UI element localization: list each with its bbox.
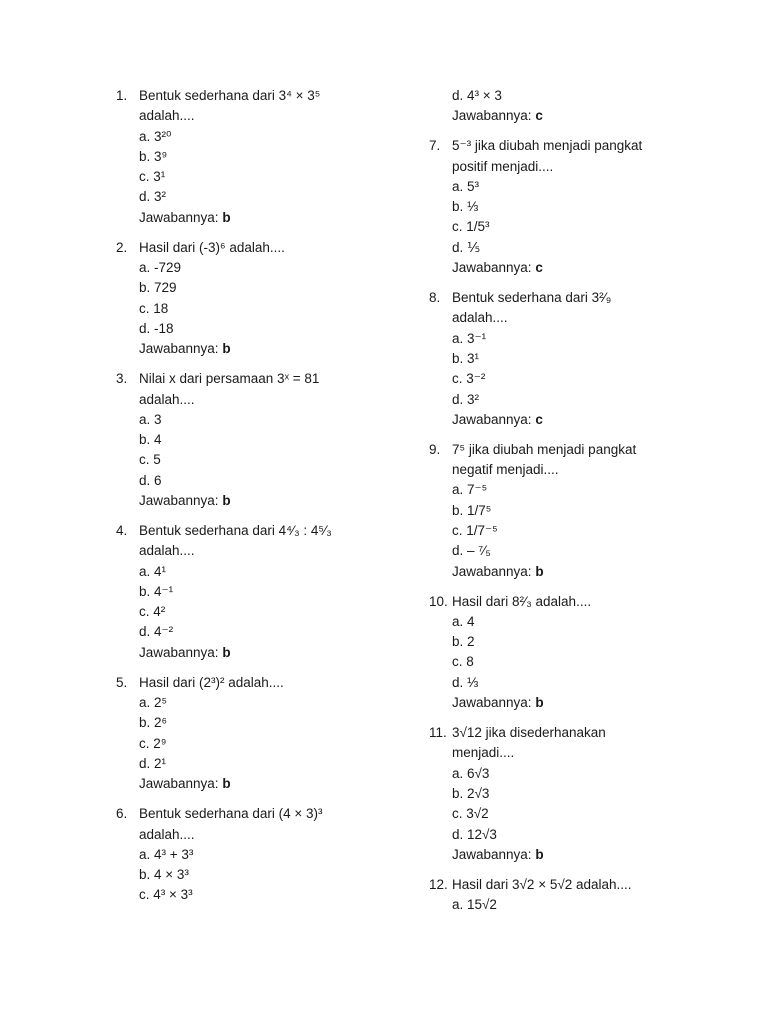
answer-option: a. 4³ + 3³ bbox=[139, 846, 194, 862]
answer-value: b bbox=[535, 563, 544, 579]
question-number: 8. bbox=[429, 290, 441, 306]
answer-option: d. ⅓ bbox=[452, 674, 479, 690]
answer-option: a. 7⁻⁵ bbox=[452, 482, 488, 498]
answer-label: Jawabannya: bbox=[139, 493, 219, 509]
answer-option: d. 4³ × 3 bbox=[452, 88, 502, 103]
answer-option: a. 4 bbox=[452, 613, 475, 629]
answer-option: c. 1/5³ bbox=[452, 219, 490, 235]
answer-value: b bbox=[535, 695, 544, 711]
answer-value: c bbox=[535, 260, 543, 276]
question-text: adalah.... bbox=[452, 310, 508, 326]
answer-option: d. -18 bbox=[139, 320, 174, 336]
answer-label: Jawabannya: bbox=[452, 695, 532, 711]
answer-option: b. 4⁻¹ bbox=[139, 583, 174, 599]
question-text: positif menjadi.... bbox=[452, 158, 554, 174]
answer-label: Jawabannya: bbox=[139, 341, 219, 357]
answer-option: a. 3 bbox=[139, 411, 162, 427]
answer-option: c. 3⁻² bbox=[452, 371, 486, 387]
question-body bbox=[452, 875, 729, 916]
question-body bbox=[452, 723, 729, 865]
question-text: adalah.... bbox=[139, 108, 195, 124]
question-number: 5. bbox=[116, 674, 128, 690]
answer-option: c. 2⁹ bbox=[139, 735, 167, 751]
answer-option: b. 3⁹ bbox=[139, 148, 168, 164]
answer-label: Jawabannya: bbox=[139, 776, 219, 792]
answer-option: a. 15√2 bbox=[452, 897, 497, 913]
answer-key bbox=[139, 339, 416, 359]
question-body bbox=[139, 673, 416, 795]
answer-option: a. 4¹ bbox=[139, 563, 167, 579]
question-text: adalah.... bbox=[139, 391, 195, 407]
question-text: Hasil dari 3√2 × 5√2 adalah.... bbox=[452, 876, 632, 892]
question-block bbox=[429, 592, 729, 714]
question-row bbox=[116, 673, 416, 795]
question-row bbox=[429, 440, 729, 582]
question-number: 2. bbox=[116, 239, 128, 255]
answer-option: a. 6√3 bbox=[452, 765, 490, 781]
answer-value: b bbox=[222, 493, 231, 509]
question-block bbox=[116, 673, 416, 795]
question-row bbox=[116, 238, 416, 360]
answer-option: b. 2 bbox=[452, 634, 475, 650]
question-row bbox=[116, 86, 416, 228]
answer-key bbox=[452, 106, 729, 126]
question-row bbox=[116, 369, 416, 511]
question-body bbox=[452, 288, 729, 430]
answer-label: Jawabannya: bbox=[452, 411, 532, 427]
question-text: Bentuk sederhana dari 3⁴ × 3⁵ bbox=[139, 88, 321, 103]
question-body bbox=[139, 238, 416, 360]
question-block bbox=[116, 86, 416, 228]
question-number: 6. bbox=[116, 806, 128, 822]
question-block bbox=[429, 288, 729, 430]
question-number: 7. bbox=[429, 138, 441, 154]
question-row bbox=[429, 136, 729, 278]
answer-value: b bbox=[535, 846, 544, 862]
answer-key bbox=[139, 643, 416, 663]
question-row bbox=[429, 288, 729, 430]
question-body bbox=[452, 136, 729, 278]
question-text: Hasil dari (-3)⁶ adalah.... bbox=[139, 239, 285, 255]
answer-key bbox=[452, 562, 729, 582]
question-row bbox=[429, 875, 729, 916]
answer-option: a. 3⁻¹ bbox=[452, 330, 487, 346]
question-text: Nilai x dari persamaan 3ˣ = 81 bbox=[139, 371, 320, 387]
answer-key bbox=[452, 845, 729, 865]
answer-option: c. 5 bbox=[139, 452, 161, 468]
question-block bbox=[429, 440, 729, 582]
answer-option: a. 5³ bbox=[452, 178, 480, 194]
question-text: 3√12 jika disederhanakan bbox=[452, 725, 606, 741]
answer-option: d. – ⁷⁄₅ bbox=[452, 543, 491, 559]
answer-key bbox=[452, 693, 729, 713]
answer-key bbox=[139, 774, 416, 794]
answer-option: b. 4 × 3³ bbox=[139, 867, 189, 883]
answer-key bbox=[452, 410, 729, 430]
question-block bbox=[116, 804, 416, 905]
question-row bbox=[429, 723, 729, 865]
question-block bbox=[429, 875, 729, 916]
answer-label: Jawabannya: bbox=[452, 846, 532, 862]
left-column bbox=[116, 86, 416, 915]
question-body bbox=[139, 521, 416, 663]
answer-label: Jawabannya: bbox=[139, 209, 219, 225]
question-number: 4. bbox=[116, 523, 128, 538]
question-row bbox=[116, 521, 416, 663]
question-body bbox=[452, 592, 729, 714]
answer-option: a. 3²⁰ bbox=[139, 128, 172, 144]
answer-label: Jawabannya: bbox=[452, 108, 532, 124]
question-text: negatif menjadi.... bbox=[452, 462, 559, 478]
question-block bbox=[116, 369, 416, 511]
question-text: 7⁵ jika diubah menjadi pangkat bbox=[452, 441, 637, 457]
answer-option: b. ⅓ bbox=[452, 199, 479, 215]
answer-value: b bbox=[222, 644, 231, 660]
question-text: 5⁻³ jika diubah menjadi pangkat bbox=[452, 138, 643, 154]
answer-value: c bbox=[535, 108, 543, 124]
answer-option: c. 3√2 bbox=[452, 806, 489, 822]
answer-option: d. 4⁻² bbox=[139, 624, 174, 640]
question-row bbox=[116, 804, 416, 905]
answer-value: c bbox=[535, 411, 543, 427]
question-number: 1. bbox=[116, 88, 128, 103]
question-block bbox=[429, 86, 729, 127]
answer-key bbox=[452, 258, 729, 278]
answer-option: b. 2√3 bbox=[452, 785, 490, 801]
question-body bbox=[139, 86, 416, 228]
answer-option: b. 1/7⁵ bbox=[452, 502, 492, 518]
question-block bbox=[116, 521, 416, 663]
question-text: menjadi.... bbox=[452, 745, 515, 761]
answer-value: b bbox=[222, 341, 231, 357]
question-block bbox=[429, 136, 729, 278]
answer-option: b. 3¹ bbox=[452, 350, 480, 366]
question-body bbox=[429, 86, 729, 127]
question-text: Bentuk sederhana dari 3²⁄₉ bbox=[452, 290, 612, 306]
answer-label: Jawabannya: bbox=[139, 644, 219, 660]
question-row bbox=[429, 592, 729, 714]
question-text: adalah.... bbox=[139, 543, 195, 559]
answer-label: Jawabannya: bbox=[452, 260, 532, 276]
question-number: 10. bbox=[429, 593, 448, 609]
answer-option: c. 8 bbox=[452, 654, 474, 670]
question-number: 12. bbox=[429, 876, 448, 892]
answer-option: a. -729 bbox=[139, 260, 182, 276]
right-column bbox=[429, 86, 729, 925]
question-text: Hasil dari 8²⁄₃ adalah.... bbox=[452, 593, 592, 609]
answer-option: c. 1/7⁻⁵ bbox=[452, 523, 498, 538]
question-body bbox=[139, 369, 416, 511]
question-body bbox=[452, 440, 729, 582]
question-text: Bentuk sederhana dari 4⁴⁄₃ : 4⁵⁄₃ bbox=[139, 523, 332, 538]
answer-label: Jawabannya: bbox=[452, 563, 532, 579]
question-text: Hasil dari (2³)² adalah.... bbox=[139, 674, 284, 690]
answer-option: d. ⅕ bbox=[452, 239, 481, 255]
answer-option: c. 4³ × 3³ bbox=[139, 887, 193, 903]
answer-option: c. 18 bbox=[139, 300, 169, 316]
answer-option: a. 2⁵ bbox=[139, 695, 168, 711]
question-number: 3. bbox=[116, 371, 128, 387]
answer-value: b bbox=[222, 776, 231, 792]
answer-option: d. 12√3 bbox=[452, 826, 497, 842]
answer-option: c. 4² bbox=[139, 604, 166, 620]
answer-option: d. 3² bbox=[139, 189, 167, 205]
question-body bbox=[139, 804, 416, 905]
question-text: Bentuk sederhana dari (4 × 3)³ bbox=[139, 806, 323, 822]
question-block bbox=[429, 723, 729, 865]
answer-option: c. 3¹ bbox=[139, 169, 166, 185]
question-number: 9. bbox=[429, 441, 441, 457]
answer-option: d. 2¹ bbox=[139, 755, 167, 771]
answer-key bbox=[139, 208, 416, 228]
answer-option: d. 6 bbox=[139, 472, 162, 488]
question-block bbox=[116, 238, 416, 360]
answer-key bbox=[139, 491, 416, 511]
answer-option: b. 4 bbox=[139, 432, 162, 448]
answer-option: b. 729 bbox=[139, 280, 177, 296]
answer-option: b. 2⁶ bbox=[139, 715, 168, 731]
answer-option: d. 3² bbox=[452, 391, 480, 407]
question-text: adalah.... bbox=[139, 826, 195, 842]
answer-value: b bbox=[222, 209, 231, 225]
question-number: 11. bbox=[429, 725, 447, 741]
